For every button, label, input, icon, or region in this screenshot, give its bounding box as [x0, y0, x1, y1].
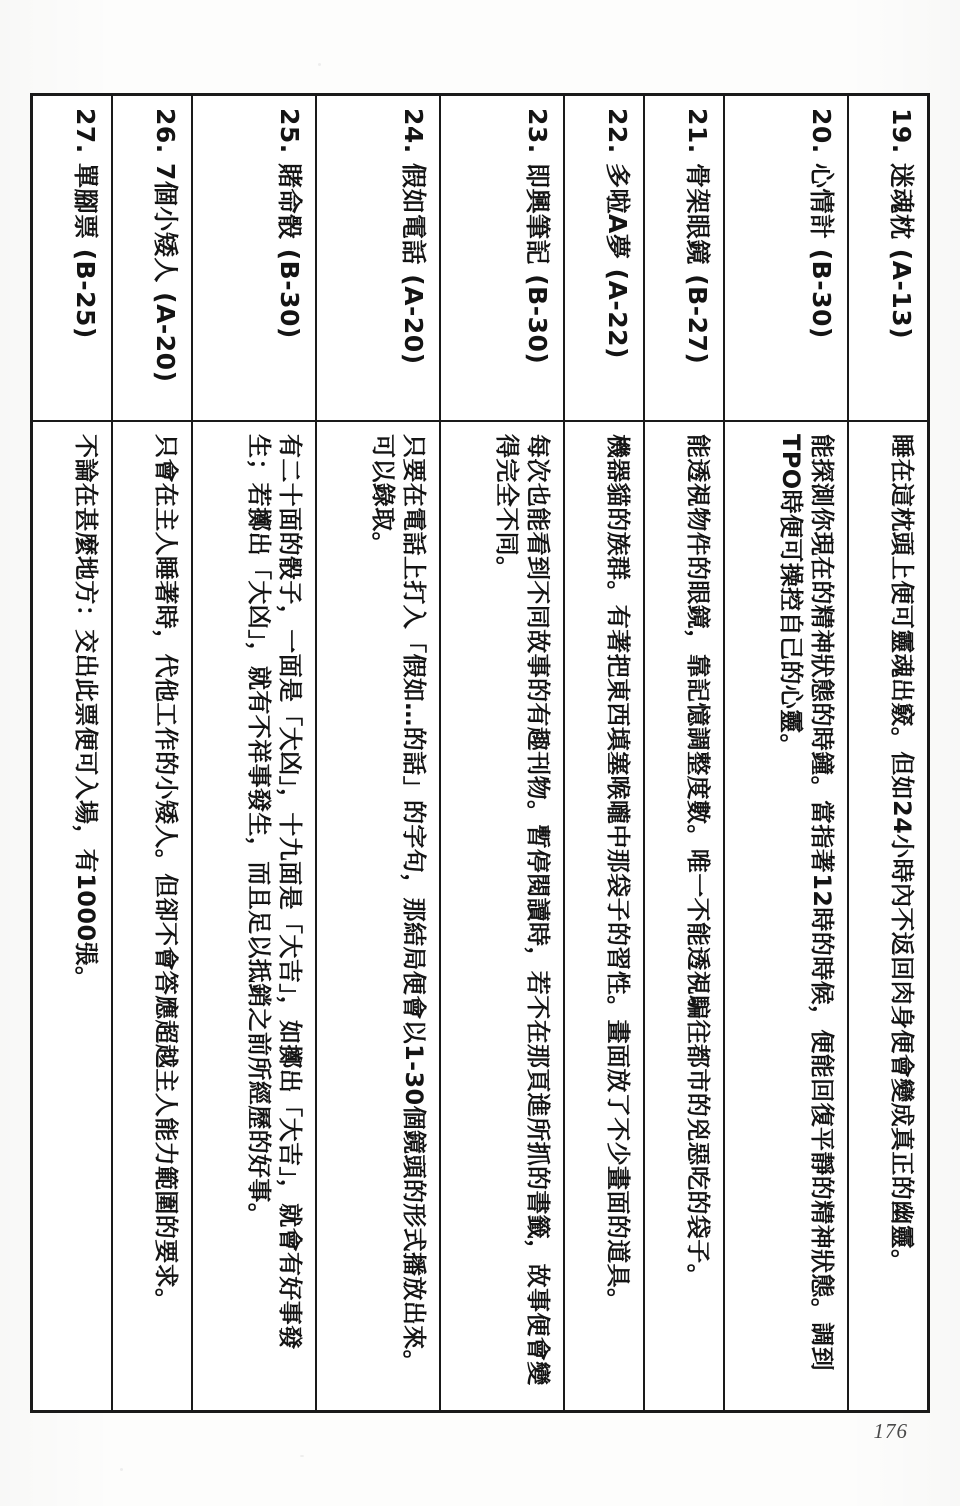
- table-row: [644, 95, 724, 1412]
- gadget-description-cell: 機器貓的族群。有著把東西填塞喉嚨中那袋子的習性。畫面放了不少畫面的道具。: [564, 421, 644, 1412]
- gadget-name: 單腳票: [71, 163, 101, 240]
- table-row: [192, 95, 316, 1412]
- gadget-description-cell: 每次也能看到不同故事的有趣刊物。暫停閱讀時，若不在那頁進所抓的書籤，故事便會變得完全不同。: [440, 421, 564, 1412]
- gadget-name-cell: [564, 95, 644, 422]
- gadget-name-cell: [848, 95, 929, 422]
- table-row: [316, 95, 440, 1412]
- gadget-name: 假如電話: [399, 163, 429, 266]
- gadget-description-cell: 有二十面的骰子，一面是「大凶」，十九面是「大吉」，如擲出「大吉」，就會有好事發生；若擲出「大凶」，就有不祥事發生，而且足以抵銷之前所經歷的好事。: [192, 421, 316, 1412]
- gadget-name: 即興筆記: [522, 163, 552, 266]
- table-row: [724, 95, 848, 1412]
- gadget-code: (A-20): [399, 274, 429, 365]
- gadget-name-cell: [644, 95, 724, 422]
- gadget-name-cell: [316, 95, 440, 422]
- gadget-description-cell: 只要在電話上打入「假如…的話」的字句，那結局便會以1-30個鏡頭的形式播放出來。可以錄取。: [316, 421, 440, 1412]
- gadget-index: 23.: [522, 108, 552, 154]
- gadget-code: (B-30): [806, 248, 836, 339]
- gadget-name: 7個小矮人: [151, 163, 181, 283]
- gadget-index: 20.: [806, 108, 836, 154]
- table-body: [32, 95, 929, 1412]
- table-row: [564, 95, 644, 1412]
- gadget-index: 25.: [275, 108, 305, 154]
- gadget-index: 27.: [71, 108, 101, 154]
- gadget-code: (A-13): [887, 248, 916, 340]
- scan-speckle: [300, 1455, 304, 1457]
- gadget-code: (B-30): [275, 248, 305, 339]
- scan-speckle: [318, 63, 321, 66]
- gadget-description-cell: 不論在甚麼地方：交出此票便可入場，有1000張。: [32, 421, 113, 1412]
- scan-speckle: [120, 1468, 123, 1471]
- gadget-name-cell: [724, 95, 848, 422]
- rotated-table-container: [30, 93, 930, 1413]
- gadget-table: [30, 93, 930, 1413]
- gadget-name: 多啦A夢: [602, 163, 632, 260]
- gadget-description-cell: 能探測你現在的精神狀態的時鐘。當指著12時的時候，便能回復平靜的精神狀態。調到TPO時便可操控自己的心靈。: [724, 421, 848, 1412]
- gadget-name-cell: [440, 95, 564, 422]
- gadget-description-cell: 只會在主人睡著時，代他工作的小矮人。但卻不會答應超越主人能力範圍的要求。: [112, 421, 192, 1412]
- gadget-name-cell: [192, 95, 316, 422]
- gadget-name: 心情計: [806, 163, 836, 240]
- table-row: [112, 95, 192, 1412]
- gadget-name-cell: [112, 95, 192, 422]
- gadget-index: 22.: [602, 108, 632, 154]
- gadget-code: (A-22): [602, 268, 632, 359]
- gadget-code: (B-25): [71, 248, 101, 339]
- gadget-name: 骨架眼鏡: [682, 163, 712, 266]
- gadget-index: 21.: [682, 108, 712, 154]
- table-row: [32, 95, 113, 1412]
- table-row: [440, 95, 564, 1412]
- gadget-index: 19.: [887, 108, 916, 154]
- gadget-description-cell: 能透視物件的眼鏡，靠記憶調整度數。唯一不能透視騙往都市的兇惡吃的袋子。: [644, 421, 724, 1412]
- gadget-code: (B-27): [682, 274, 712, 365]
- gadget-code: (A-20): [151, 292, 181, 383]
- gadget-name-cell: [32, 95, 113, 422]
- gadget-description-cell: 睡在這枕頭上便可靈魂出竅。但如24小時內不返回肉身便會變成真正的幽靈。: [848, 421, 929, 1412]
- gadget-code: (B-30): [522, 274, 552, 365]
- gadget-name: 迷魂枕: [887, 163, 916, 240]
- gadget-index: 24.: [399, 108, 429, 154]
- gadget-index: 26.: [151, 108, 181, 154]
- page-number: 176: [873, 1419, 908, 1443]
- gadget-name: 賭命骰: [275, 163, 305, 240]
- table-row: [848, 95, 929, 1412]
